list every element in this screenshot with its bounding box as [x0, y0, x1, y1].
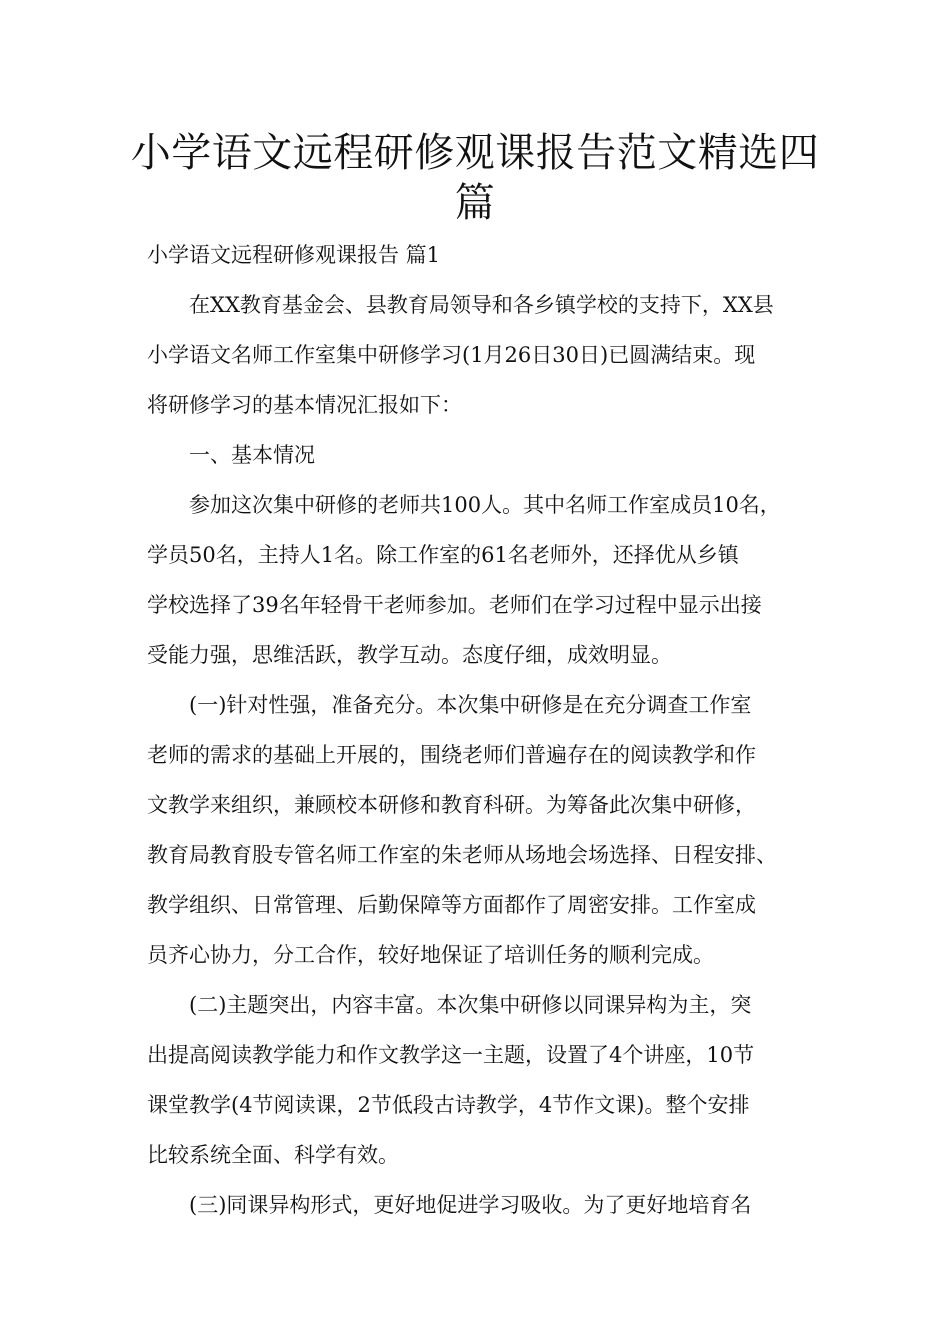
body-line: 出提高阅读教学能力和作文教学这一主题，设置了4个讲座，10节 [147, 1043, 755, 1067]
body-line: 受能力强，思维活跃，教学互动。态度仔细，成效明显。 [147, 643, 672, 667]
body-line: 比较系统全面、科学有效。 [147, 1143, 399, 1167]
document-title [120, 128, 830, 228]
body-line: (一)针对性强，准备充分。本次集中研修是在充分调查工作室 [189, 693, 752, 717]
body-line: 小学语文名师工作室集中研修学习(1月26日30日)已圆满结束。现 [147, 343, 756, 367]
body-line: (二)主题突出，内容丰富。本次集中研修以同课异构为主，突 [189, 993, 752, 1017]
body-line: 课堂教学(4节阅读课，2节低段古诗教学，4节作文课)。整个安排 [147, 1093, 750, 1117]
document-title-line-2: 篇 [454, 180, 496, 226]
body-line: (三)同课异构形式，更好地促进学习吸收。为了更好地培育名 [189, 1193, 752, 1217]
body-line: 员齐心协力，分工合作，较好地保证了培训任务的顺利完成。 [147, 943, 714, 967]
body-line: 教学组织、日常管理、后勤保障等方面都作了周密安排。工作室成 [147, 893, 756, 917]
body-line: 学校选择了39名年轻骨干老师参加。老师们在学习过程中显示出接 [147, 593, 762, 617]
body-line: 文教学来组织，兼顾校本研修和教育科研。为筹备此次集中研修， [147, 793, 756, 817]
body-line: 一、基本情况 [189, 443, 315, 467]
body-line: 在XX教育基金会、县教育局领导和各乡镇学校的支持下，XX县 [189, 293, 774, 317]
body-line: 老师的需求的基础上开展的，围绕老师们普遍存在的阅读教学和作 [147, 743, 756, 767]
section-heading: 小学语文远程研修观课报告 篇1 [147, 243, 441, 267]
document-title-line-1: 小学语文远程研修观课报告范文精选四 [130, 130, 820, 176]
body-line: 学员50名，主持人1名。除工作室的61名老师外，还择优从乡镇 [147, 543, 739, 567]
body-line: 教育局教育股专管名师工作室的朱老师从场地会场选择、日程安排、 [147, 843, 777, 867]
body-line: 将研修学习的基本情况汇报如下： [147, 393, 462, 417]
body-line: 参加这次集中研修的老师共100人。其中名师工作室成员10名， [189, 493, 781, 517]
